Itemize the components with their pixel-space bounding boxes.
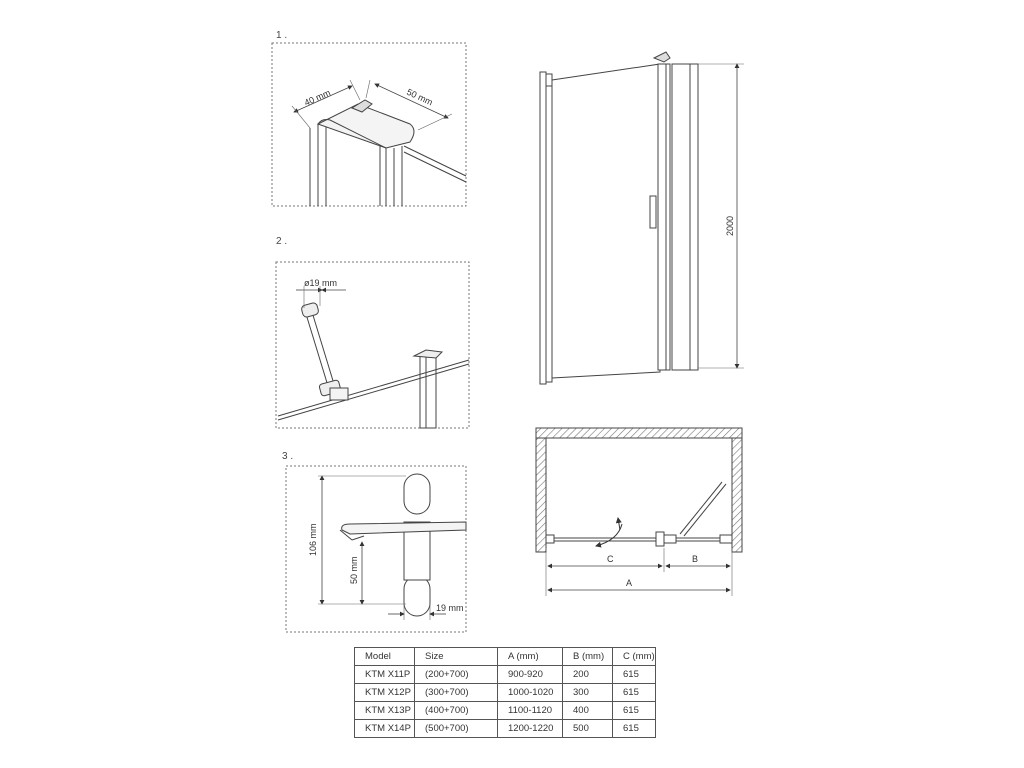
table-cell: 1200-1220 [498,720,563,738]
plan-right-wall [732,438,742,552]
table-row [355,684,656,702]
table-cell: KTM X13P [355,702,415,720]
detail-1-dim-40: 40 mm [302,87,332,108]
detail-3-dim-19: 19 mm [436,603,464,613]
detail-2-stabilizer-bar [276,262,469,428]
step-1-label: 1 . [276,30,288,41]
table-header-cell: Model [355,648,415,666]
table-row [355,702,656,720]
table-header-row [355,648,656,666]
detail-1-dim-50: 50 mm [405,86,435,108]
step-3-label: 3 . [282,451,294,462]
step-2-label: 2 . [276,236,288,247]
table-header-cell: Size [415,648,498,666]
door-dim-height: 2000 [725,215,735,236]
detail-1-wall-profile [272,43,466,206]
plan-label-b: B [692,554,699,564]
table-header-cell: A (mm) [498,648,563,666]
spec-table [354,647,656,738]
table-row [355,720,656,738]
table-cell: 615 [613,720,656,738]
table-cell: 1100-1120 [498,702,563,720]
table-cell: KTM X12P [355,684,415,702]
table-cell: 300 [563,684,613,702]
plan-view [536,428,742,596]
detail-3-dim-50: 50 mm [349,556,359,584]
detail-3-dim-106: 106 mm [308,523,318,556]
plan-back-wall [536,428,742,438]
plan-label-a: A [626,578,633,588]
table-cell: (500+700) [415,720,498,738]
table-cell: KTM X14P [355,720,415,738]
table-cell: (400+700) [415,702,498,720]
door-elevation [540,52,744,384]
detail-2-dim-diameter: ø19 mm [304,278,338,288]
table-cell: (300+700) [415,684,498,702]
table-header-cell: B (mm) [563,648,613,666]
plan-label-c: C [607,554,614,564]
plan-left-wall [536,438,546,552]
table-cell: 615 [613,702,656,720]
table-cell: 615 [613,666,656,684]
table-header-cell: C (mm) [613,648,656,666]
table-row [355,666,656,684]
table-cell: 400 [563,702,613,720]
table-cell: 200 [563,666,613,684]
table-cell: 615 [613,684,656,702]
table-cell: 900-920 [498,666,563,684]
table-cell: KTM X11P [355,666,415,684]
table-cell: (200+700) [415,666,498,684]
table-cell: 500 [563,720,613,738]
table-cell: 1000-1020 [498,684,563,702]
detail-3-handle [286,466,466,632]
